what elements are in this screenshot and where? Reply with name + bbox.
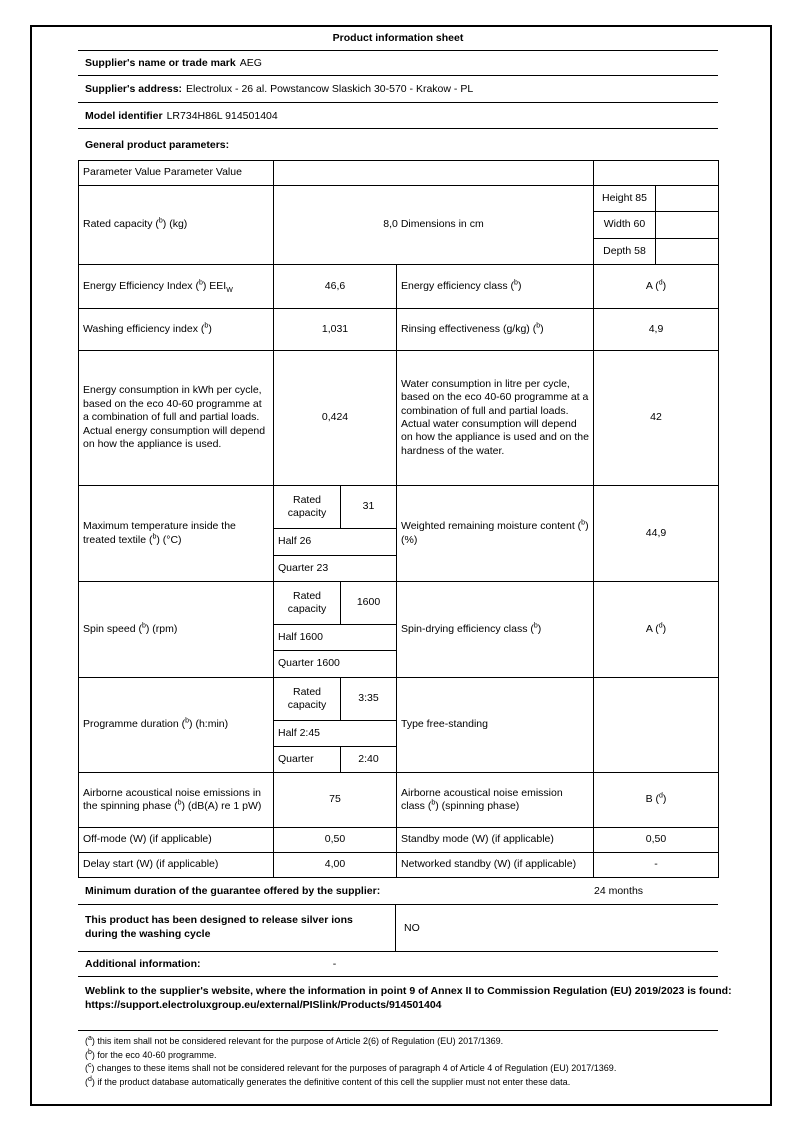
silver-ions-value: NO	[404, 922, 420, 934]
supplier-name-row	[78, 50, 718, 76]
spin-class-label: Spin-drying efficiency class ($^b$)	[397, 582, 594, 678]
supplier-name-value: AEG	[239, 56, 262, 69]
footnote-c: ($^c$) changes to these items shall not be considered relevant for the purposes of paragraph 4 of Article 4 of Regulation (EU) 2017/1369.	[85, 1062, 617, 1073]
delay-start-value: 4,00	[274, 853, 397, 878]
dimension-height-label: Height	[602, 191, 633, 204]
supplier-name-label: Supplier's name or trade mark	[85, 56, 236, 69]
noise-class-label: Airborne acoustical noise emission class ($^b$) (spinning phase)	[397, 773, 594, 828]
dimension-width-label: Width	[603, 218, 631, 231]
duration-rated-label: Rated capacity	[274, 678, 341, 721]
noise-class-value: B ($^d$)	[594, 773, 719, 828]
duration-rated-value: 3:35	[341, 678, 397, 721]
guarantee-label: Minimum duration of the guarantee offered by the supplier:	[85, 884, 381, 897]
dimension-depth-spacer	[656, 239, 719, 265]
type-label: Type free-standing	[397, 678, 594, 773]
model-identifier-row	[78, 103, 718, 129]
supplier-address-row	[78, 76, 718, 103]
delay-start-label: Delay start (W) (if applicable)	[79, 853, 274, 878]
spin-speed-rated-label: Rated capacity	[274, 582, 341, 625]
dimension-width-spacer	[656, 212, 719, 239]
type-value	[594, 678, 719, 773]
footnote-b: ($^b$) for the eco 40-60 programme.	[85, 1048, 217, 1060]
max-temp-rated-value: 31	[341, 486, 397, 529]
washing-index-value: 1,031	[274, 309, 397, 351]
energy-consumption-value: 0,424	[274, 351, 397, 486]
energy-class-label: Energy efficiency class ($^b$)	[397, 265, 594, 309]
spin-class-value: A ($^d$)	[594, 582, 719, 678]
weblink-text: Weblink to the supplier's website, where the information in point 9 of Annex II to Commission Regulation (EU) 2019/2023 is found:	[85, 985, 732, 997]
water-consumption-value: 42	[594, 351, 719, 486]
rated-capacity-value: 8,0	[383, 218, 398, 231]
dimension-height-value: 85	[635, 191, 647, 204]
dimension-depth-value: 58	[634, 244, 646, 257]
additional-info-row	[78, 952, 718, 977]
guarantee-value: 24 months	[594, 884, 644, 897]
max-temp-half: Half 26	[274, 529, 397, 556]
energy-class-value: A ($^d$)	[594, 265, 719, 309]
noise-value: 75	[274, 773, 397, 828]
footnote-a: ($^a$) this item shall not be considered relevant for the purpose of Article 2(6) of Regulation (EU) 2017/1369.	[85, 1035, 504, 1046]
eei-value: 46,6	[274, 265, 397, 309]
footnote-d: ($^d$) if the product database automatically generates the definitive content of this cell the supplier must not enter these data.	[85, 1075, 571, 1087]
weblink-url[interactable]: https://support.electroluxgroup.eu/external/PISlink/Products/914501404	[85, 999, 442, 1012]
water-consumption-label: Water consumption in litre per cycle, based on the eco 40-60 programme at a combination of full and partial loads. Actual water consumption will depend on how the appliance is used and on the hardness of the water.	[397, 351, 594, 486]
moisture-value: 44,9	[594, 486, 719, 582]
standby-value: 0,50	[594, 828, 719, 853]
eei-label: Energy Efficiency Index ($^b$) $EEI_W$	[79, 265, 274, 309]
energy-consumption-label: Energy consumption in kWh per cycle, based on the eco 40-60 programme at a combination of full and partial loads. Actual energy consumption will depend on how the appliance is used.	[79, 351, 274, 486]
general-parameters-heading: General product parameters:	[85, 138, 230, 151]
off-mode-value: 0,50	[274, 828, 397, 853]
table-header-cell: Parameter Value Parameter Value	[79, 161, 274, 186]
supplier-address-value: Electrolux - 26 al. Powstancow Slaskich 30-570 - Krakow - PL	[186, 83, 474, 95]
rated-capacity-value-cell	[274, 186, 594, 265]
max-temp-label: Maximum temperature inside the treated textile ($^b$) (°C)	[79, 486, 274, 582]
weblink-paragraph	[78, 984, 768, 1012]
guarantee-row	[78, 877, 718, 905]
page-title: Product information sheet	[332, 32, 464, 44]
duration-quarter-value: 2:40	[341, 747, 397, 773]
additional-info-value: -	[332, 958, 337, 970]
duration-quarter-label: Quarter	[274, 747, 341, 773]
networked-standby-value: -	[594, 853, 719, 878]
max-temp-quarter: Quarter 23	[274, 556, 397, 582]
max-temp-rated-label: Rated capacity	[274, 486, 341, 529]
rated-capacity-label: Rated capacity ($^b$) (kg)	[79, 186, 274, 265]
duration-label: Programme duration ($^b$) (h:min)	[79, 678, 274, 773]
moisture-label: Weighted remaining moisture content ($^b$) (%)	[397, 486, 594, 582]
rinsing-value: 4,9	[594, 309, 719, 351]
off-mode-label: Off-mode (W) (if applicable)	[79, 828, 274, 853]
dimensions-label: Dimensions in cm	[400, 218, 484, 231]
parameters-table	[78, 160, 719, 878]
duration-half: Half 2:45	[274, 721, 397, 747]
spin-speed-half: Half 1600	[274, 625, 397, 651]
supplier-address-label: Supplier's address:	[85, 83, 183, 95]
standby-label: Standby mode (W) (if applicable)	[397, 828, 594, 853]
table-header-spacer-2	[594, 161, 719, 186]
networked-standby-label: Networked standby (W) (if applicable)	[397, 853, 594, 878]
spin-speed-quarter: Quarter 1600	[274, 651, 397, 678]
model-identifier-label: Model identifier	[85, 109, 163, 122]
dimension-width-value: 60	[633, 218, 646, 231]
additional-info-label: Additional information:	[85, 958, 201, 970]
dimension-width-cell	[594, 212, 656, 239]
dimension-height-cell	[594, 186, 656, 212]
silver-ions-row	[78, 905, 718, 952]
washing-index-label: Washing efficiency index ($^b$)	[79, 309, 274, 351]
noise-label: Airborne acoustical noise emissions in the spinning phase ($^b$) (dB(A) re 1 pW)	[79, 773, 274, 828]
footnotes-divider	[78, 1030, 718, 1031]
rinsing-label: Rinsing effectiveness (g/kg) ($^b$)	[397, 309, 594, 351]
dimension-depth-cell	[594, 239, 656, 265]
silver-ions-label: This product has been designed to release silver ions during the washing cycle	[78, 905, 396, 951]
spin-speed-label: Spin speed ($^b$) (rpm)	[79, 582, 274, 678]
dimension-depth-label: Depth	[603, 244, 632, 257]
spin-speed-rated-value: 1600	[341, 582, 397, 625]
dimension-height-spacer	[656, 186, 719, 212]
table-header-spacer-1	[274, 161, 594, 186]
footnotes	[78, 1035, 768, 1089]
model-identifier-value: LR734H86L 914501404	[166, 109, 278, 122]
